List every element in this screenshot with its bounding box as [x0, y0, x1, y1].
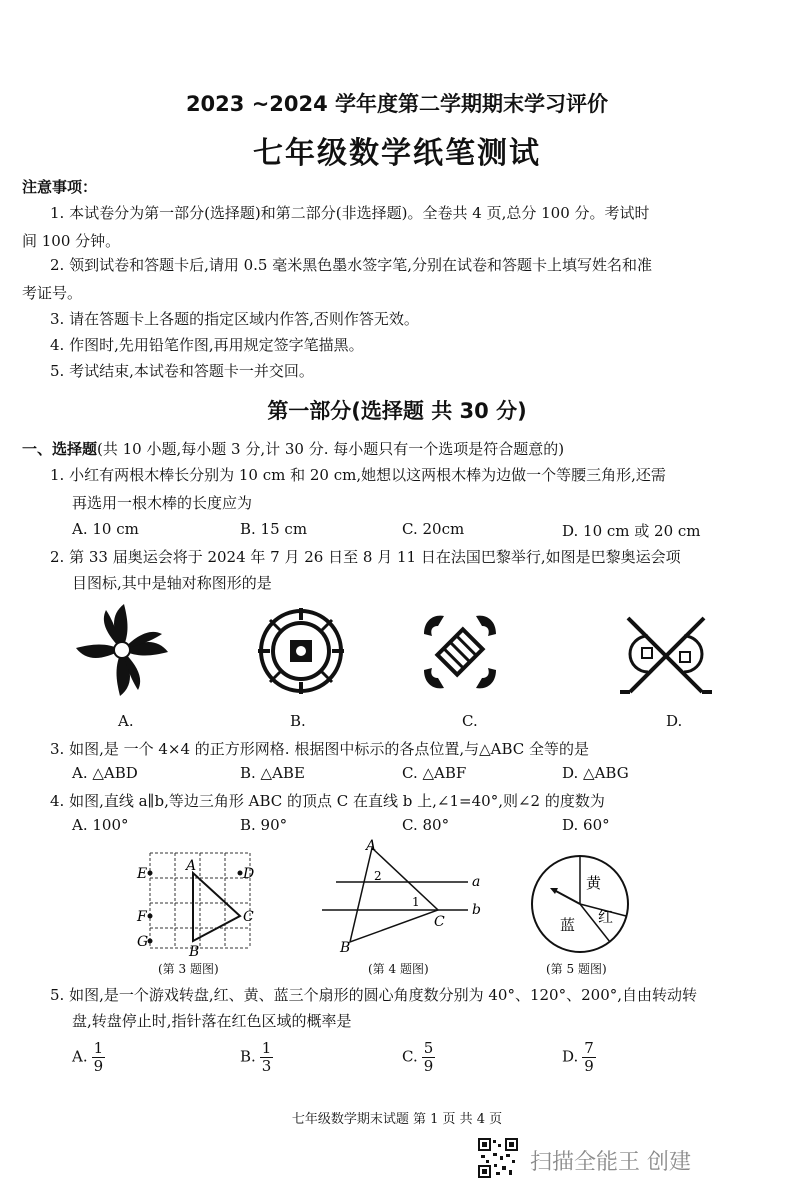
q1-text-cont: 再选用一根木棒的长度应为: [72, 494, 253, 512]
q4-option-d: D. 60°: [562, 816, 610, 834]
notes-heading: 注意事项：: [22, 178, 98, 196]
fig3-label-c: C: [243, 909, 254, 925]
figure-5-caption: (第 5 题图): [546, 962, 607, 976]
q3-option-a: A. △ABD: [72, 764, 138, 782]
q5-option-b-label: B.: [240, 1047, 256, 1066]
q4-option-b: B. 90°: [240, 816, 288, 834]
q1-option-a: A. 10 cm: [72, 520, 139, 538]
q5-option-d: [562, 1040, 596, 1075]
note-5: 5. 考试结束,本试卷和答题卡一并交回。: [50, 362, 314, 380]
q5-text: 5. 如图,是一个游戏转盘,红、黄、蓝三个扇形的圆心角度数分别为 40°、120°、200°,自由转动转: [50, 986, 698, 1004]
q2-option-a: A.: [118, 712, 134, 730]
pinwheel-icon: [72, 600, 172, 700]
q5-option-d-fraction: $\frac{7}{9}$: [584, 1039, 594, 1075]
q2-option-b: B.: [290, 712, 306, 730]
fig3-label-d: D: [243, 866, 255, 882]
section-instructions: [22, 438, 564, 459]
figure-5-spinner: [528, 852, 632, 956]
fig4-angle-1: 1: [412, 895, 420, 909]
q5-text-cont: 盘,转盘停止时,指针落在红色区域的概率是: [72, 1012, 352, 1030]
fig5-label-yellow: 黄: [586, 874, 602, 892]
target-icon: [258, 608, 344, 694]
exam-subtitle: 七年级数学纸笔测试: [253, 136, 541, 171]
figure-4-diagram: [318, 840, 498, 958]
note-1-cont: 间 100 分钟。: [22, 232, 121, 250]
q1-text: 1. 小红有两根木棒长分别为 10 cm 和 20 cm,她想以这两根木棒为边做一个等腰三角形,还需: [50, 466, 666, 484]
scanner-watermark: 扫描全能王 创建: [530, 1150, 691, 1175]
q2-text-cont: 目图标,其中是轴对称图形的是: [72, 574, 272, 592]
qr-code-icon: [478, 1138, 518, 1178]
q2-text: 2. 第 33 届奥运会将于 2024 年 7 月 26 日至 8 月 11 日在法国巴黎举行,如图是巴黎奥运会项: [50, 548, 681, 566]
fig3-label-b: B: [189, 944, 200, 960]
q5-option-a-fraction: $\frac{1}{9}$: [93, 1039, 104, 1075]
q5-option-b: [240, 1040, 273, 1075]
q4-text: 4. 如图,直线 a∥b,等边三角形 ABC 的顶点 C 在直线 b 上,∠1=40°,则∠2 的度数为: [50, 792, 605, 810]
figure-3-caption: (第 3 题图): [158, 962, 219, 976]
q5-option-d-label: D.: [562, 1047, 579, 1066]
fig4-label-b: B: [340, 940, 351, 956]
q1-option-d: D. 10 cm 或 20 cm: [562, 522, 701, 540]
q4-option-c: C. 80°: [402, 816, 450, 834]
skateboard-icon: [420, 612, 500, 692]
q3-option-c: C. △ABF: [402, 764, 467, 782]
note-4: 4. 作图时,先用铅笔作图,再用规定签字笔描黑。: [50, 336, 364, 354]
part-heading: 一、选择题: [22, 440, 98, 458]
q3-option-b: B. △ABE: [240, 764, 305, 782]
q5-option-a-label: A.: [72, 1047, 88, 1066]
q1-option-c: C. 20cm: [402, 520, 465, 538]
q1-option-b: B. 15 cm: [240, 520, 308, 538]
q5-option-c-fraction: $\frac{5}{9}$: [423, 1039, 434, 1075]
figure-4-caption: (第 4 题图): [368, 962, 429, 976]
q5-option-c: [402, 1040, 435, 1075]
q4-option-a: A. 100°: [72, 816, 129, 834]
fig5-label-red: 红: [598, 908, 614, 926]
figure-3-grid: [135, 848, 270, 958]
q5-option-a: [72, 1040, 105, 1075]
q3-text: 3. 如图,是 一个 4×4 的正方形网格. 根据图中标示的各点位置,与△ABC 全等的是: [50, 740, 590, 758]
fig4-label-c: C: [434, 914, 445, 930]
crossed-sticks-icon: [618, 612, 714, 700]
q2-option-d: D.: [666, 712, 683, 730]
q5-option-c-label: C.: [402, 1047, 418, 1066]
exam-title: 2023 ~2024 学年度第二学期期末学习评价: [185, 92, 609, 116]
fig5-label-blue: 蓝: [560, 916, 576, 934]
note-2: 2. 领到试卷和答题卡后,请用 0.5 毫米黑色墨水签字笔,分别在试卷和答题卡上填写姓名和准: [50, 256, 653, 274]
note-3: 3. 请在答题卡上各题的指定区域内作答,否则作答无效。: [50, 310, 419, 328]
q3-option-d: D. △ABG: [562, 764, 629, 782]
fig3-label-f: F: [137, 909, 147, 925]
fig4-label-line-a: a: [472, 874, 481, 890]
fig3-label-g: G: [137, 934, 149, 950]
note-2-cont: 考证号。: [22, 284, 83, 302]
fig4-label-a: A: [366, 838, 377, 854]
q2-option-c: C.: [462, 712, 478, 730]
note-1: 1. 本试卷分为第一部分(选择题)和第二部分(非选择题)。全卷共 4 页,总分 100 分。考试时: [50, 204, 650, 222]
fig3-label-a: A: [186, 858, 197, 874]
fig4-label-line-b: b: [472, 902, 481, 918]
part-desc: (共 10 小题,每小题 3 分,计 30 分. 每小题只有一个选项是符合题意的): [97, 440, 565, 458]
fig4-angle-2: 2: [374, 869, 382, 883]
q5-option-b-fraction: $\frac{1}{3}$: [261, 1039, 272, 1075]
section-title: 第一部分(选择题 共 30 分): [267, 399, 527, 423]
page-footer: 七年级数学期末试题 第 1 页 共 4 页: [291, 1112, 503, 1127]
fig3-label-e: E: [137, 866, 148, 882]
